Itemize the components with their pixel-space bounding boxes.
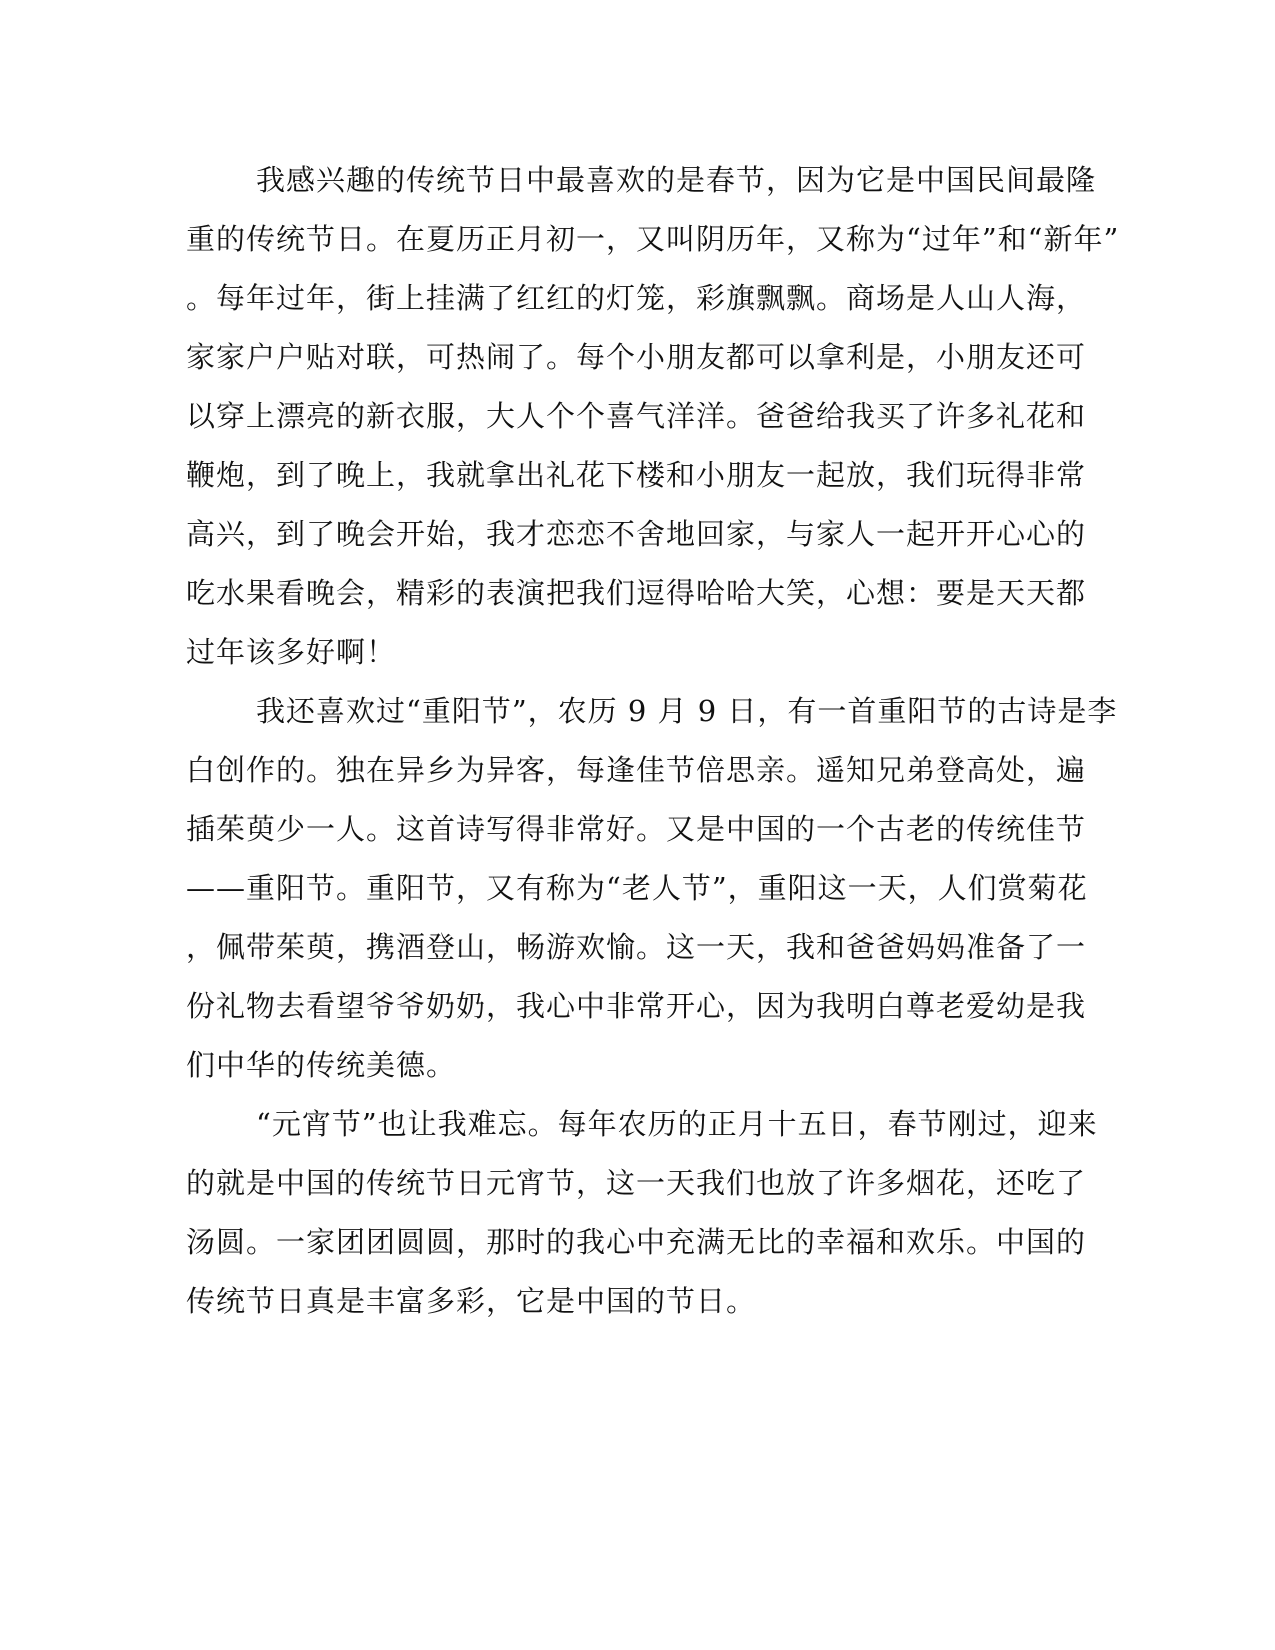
- p1-line-8: 吃水果看晚会，精彩的表演把我们逗得哈哈大笑，心想：要是天天都: [186, 576, 1087, 610]
- p1-line-3: 。每年过年，街上挂满了红红的灯笼，彩旗飘飘。商场是人山人海，: [186, 281, 1087, 315]
- p3-line-4: 传统节日真是丰富多彩，它是中国的节日。: [186, 1284, 757, 1318]
- p2-line-1: 我还喜欢过“重阳节”，农历 9 月 9 日，有一首重阳节的古诗是李: [256, 694, 1118, 728]
- p1-line-4: 家家户户贴对联，可热闹了。每个小朋友都可以拿利是，小朋友还可: [186, 340, 1087, 374]
- p3-line-1: “元宵节”也让我难忘。每年农历的正月十五日，春节刚过，迎来: [256, 1107, 1098, 1141]
- p2-line-3: 插茱萸少一人。这首诗写得非常好。又是中国的一个古老的传统佳节: [186, 812, 1087, 846]
- p2-line-2: 白创作的。独在异乡为异客，每逢佳节倍思亲。遥知兄弟登高处，遍: [186, 753, 1087, 787]
- p2-line-5: ，佩带茱萸，携酒登山，畅游欢愉。这一天，我和爸爸妈妈准备了一: [186, 930, 1087, 964]
- p2-line-7: 们中华的传统美德。: [186, 1048, 457, 1082]
- p3-line-2: 的就是中国的传统节日元宵节，这一天我们也放了许多烟花，还吃了: [186, 1166, 1087, 1200]
- p3-line-3: 汤圆。一家团团圆圆，那时的我心中充满无比的幸福和欢乐。中国的: [186, 1225, 1087, 1259]
- p1-line-2: 重的传统节日。在夏历正月初一，又叫阴历年，又称为“过年”和“新年”: [186, 222, 1120, 256]
- p2-line-6: 份礼物去看望爷爷奶奶，我心中非常开心，因为我明白尊老爱幼是我: [186, 989, 1087, 1023]
- p1-line-5: 以穿上漂亮的新衣服，大人个个喜气洋洋。爸爸给我买了许多礼花和: [186, 399, 1087, 433]
- p1-line-6: 鞭炮，到了晚上，我就拿出礼花下楼和小朋友一起放，我们玩得非常: [186, 458, 1087, 492]
- p1-line-7: 高兴，到了晚会开始，我才恋恋不舍地回家，与家人一起开开心心的: [186, 517, 1087, 551]
- p2-line-4: ——重阳节。重阳节，又有称为“老人节”，重阳这一天，人们赏菊花: [186, 871, 1088, 905]
- p1-line-1: 我感兴趣的传统节日中最喜欢的是春节，因为它是中国民间最隆: [256, 163, 1097, 197]
- p1-line-9: 过年该多好啊！: [186, 635, 397, 669]
